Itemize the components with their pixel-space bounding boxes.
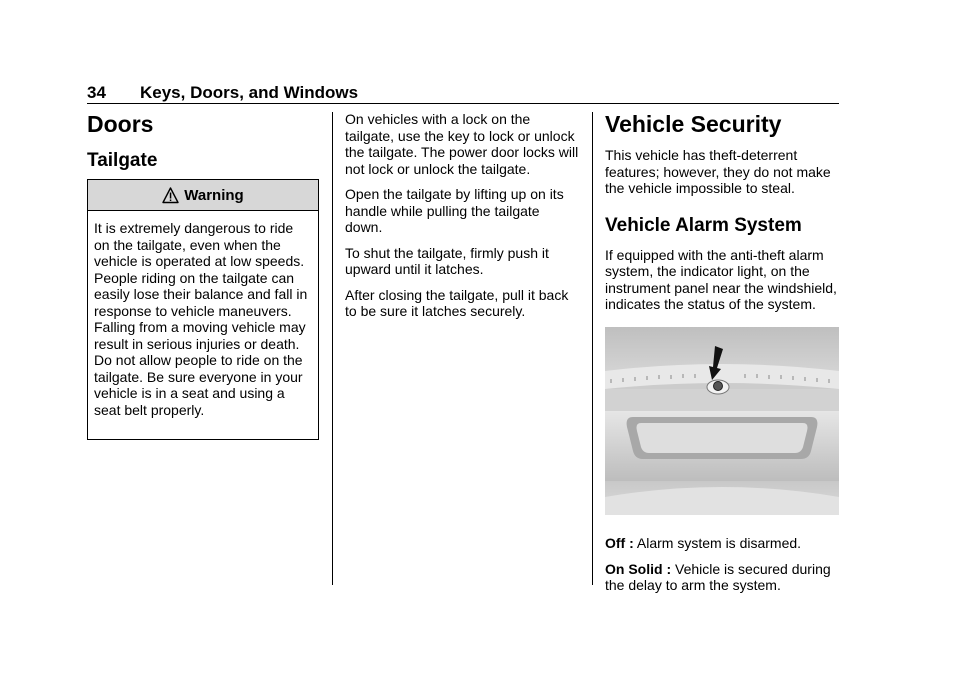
definition-item [605,561,841,594]
section-title: Keys, Doors, and Windows [140,83,359,102]
definition-term: Off : [605,535,634,551]
doors-heading: Doors [87,111,154,137]
paragraph: After closing the tailgate, pull it back to be sure it latches securely. [345,286,569,319]
paragraph: On vehicles with a lock on the tailgate, use the key to lock or unlock the tailgate. The power door locks will not lock or unlock the tailgate. [345,111,579,177]
warning-box [87,179,319,440]
paragraph: Open the tailgate by lifting up on its handle while pulling the tailgate down. [345,186,564,235]
status-definitions [605,535,841,594]
warning-label: Warning [184,186,244,204]
middle-column [345,111,580,320]
alarm-indicator-illustration [605,327,839,515]
definition-desc: Vehicle is secured during the delay to arm the system. [605,560,831,593]
column-divider-2 [592,112,593,585]
column-divider-1 [332,112,333,585]
paragraph: To shut the tailgate, firmly push it upward until it latches. [345,244,549,277]
tailgate-heading: Tailgate [87,150,158,171]
vehicle-security-heading: Vehicle Security [605,111,782,137]
definition-term: On Solid : [605,560,672,577]
security-intro: This vehicle has theft-deterrent features; however, they do not make the vehicle impossible to steal. [605,147,831,196]
left-column [87,110,319,173]
page-number: 34 [87,83,106,102]
alarm-text: If equipped with the anti-theft alarm system, the indicator light, on the instrument panel near the windshield, indicates the status of the system. [605,246,837,312]
warning-icon [162,187,179,204]
alarm-system-heading: Vehicle Alarm System [605,214,802,236]
definition-item [605,535,841,552]
page-header [87,83,839,105]
definition-desc: Alarm system is disarmed. [636,535,802,551]
warning-header [88,180,318,211]
right-column [605,110,841,313]
header-rule [87,103,839,104]
warning-text: It is extremely dangerous to ride on the tailgate, even when the vehicle is operated at low speeds. People riding on the tailgate can easily lose their balance and fall in response to vehicle maneuvers. Falling from a moving vehicle may result in serious injuries or death. Do not allow people to ride on the tailgate. Be sure everyone in your vehicle is in a seat and using a seat belt properly. [94,220,308,418]
